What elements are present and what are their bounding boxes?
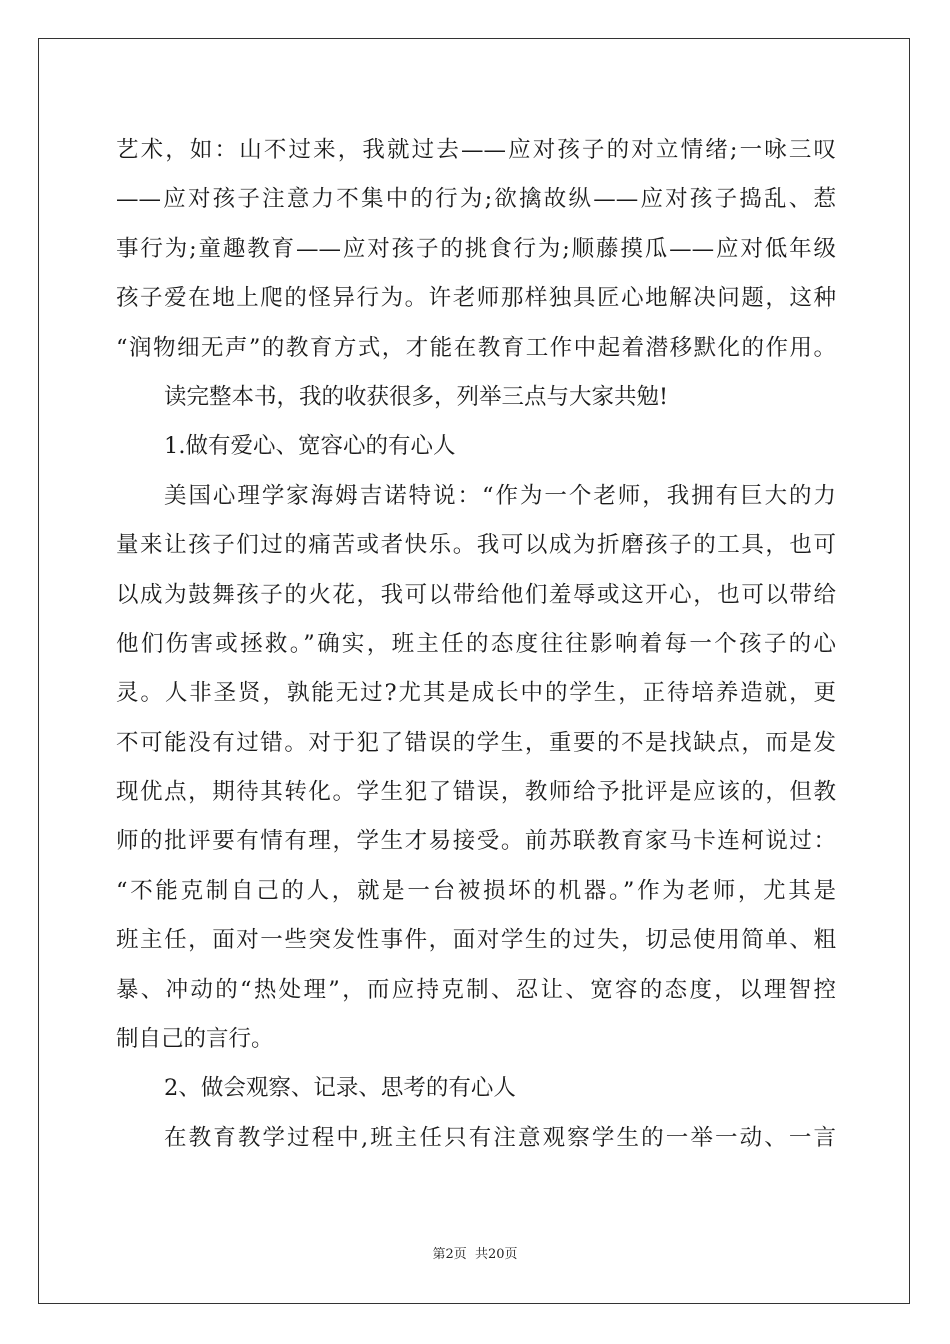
- text-line: 暴、冲动的“热处理”，而应持克制、忍让、宽容的态度，以理智控: [116, 976, 836, 1003]
- text-line: ——应对孩子注意力不集中的行为;欲擒故纵——应对孩子捣乱、惹: [116, 186, 836, 213]
- text-line: 读完整本书，我的收获很多，列举三点与大家共勉!: [164, 383, 669, 410]
- page-footer: [0, 1246, 950, 1264]
- text-line: 孩子爱在地上爬的怪异行为。许老师那样独具匠心地解决问题，这种: [116, 285, 836, 312]
- text-line: 美国心理学家海姆吉诺特说：“作为一个老师，我拥有巨大的力: [164, 482, 836, 509]
- document-body: [116, 126, 836, 1163]
- text-line: “不能克制自己的人，就是一台被损坏的机器。”作为老师，尤其是: [116, 877, 836, 904]
- text-line: 以成为鼓舞孩子的火花，我可以带给他们羞辱或这开心，也可以带给: [116, 581, 836, 608]
- text-line: 不可能没有过错。对于犯了错误的学生，重要的不是找缺点，而是发: [116, 729, 836, 756]
- text-line: 班主任，面对一些突发性事件，面对学生的过失，切忌使用简单、粗: [116, 927, 836, 954]
- text-line: 师的批评要有情有理，学生才易接受。前苏联教育家马卡连柯说过：: [116, 828, 836, 855]
- text-line: 灵。人非圣贤，孰能无过?尤其是成长中的学生，正待培养造就，更: [116, 680, 836, 707]
- page-number-label: 第2页 共20页: [432, 1247, 518, 1262]
- text-line: 在教育教学过程中,班主任只有注意观察学生的一举一动、一言: [164, 1124, 836, 1151]
- text-line: 制自己的言行。: [116, 1026, 274, 1053]
- section-heading: 1.做有爱心、宽容心的有心人: [164, 433, 456, 460]
- text-line: “润物细无声”的教育方式，才能在教育工作中起着潜移默化的作用。: [116, 334, 836, 361]
- section-heading: 2、做会观察、记录、思考的有心人: [164, 1075, 516, 1102]
- text-line: 现优点，期待其转化。学生犯了错误，教师给予批评是应该的，但教: [116, 779, 836, 806]
- text-line: 量来让孩子们过的痛苦或者快乐。我可以成为折磨孩子的工具，也可: [116, 532, 836, 559]
- text-line: 艺术，如：山不过来，我就过去——应对孩子的对立情绪;一咏三叹: [116, 137, 836, 163]
- text-line: 他们伤害或拯救。”确实，班主任的态度往往影响着每一个孩子的心: [116, 630, 836, 657]
- text-line: 事行为;童趣教育——应对孩子的挑食行为;顺藤摸瓜——应对低年级: [116, 235, 836, 262]
